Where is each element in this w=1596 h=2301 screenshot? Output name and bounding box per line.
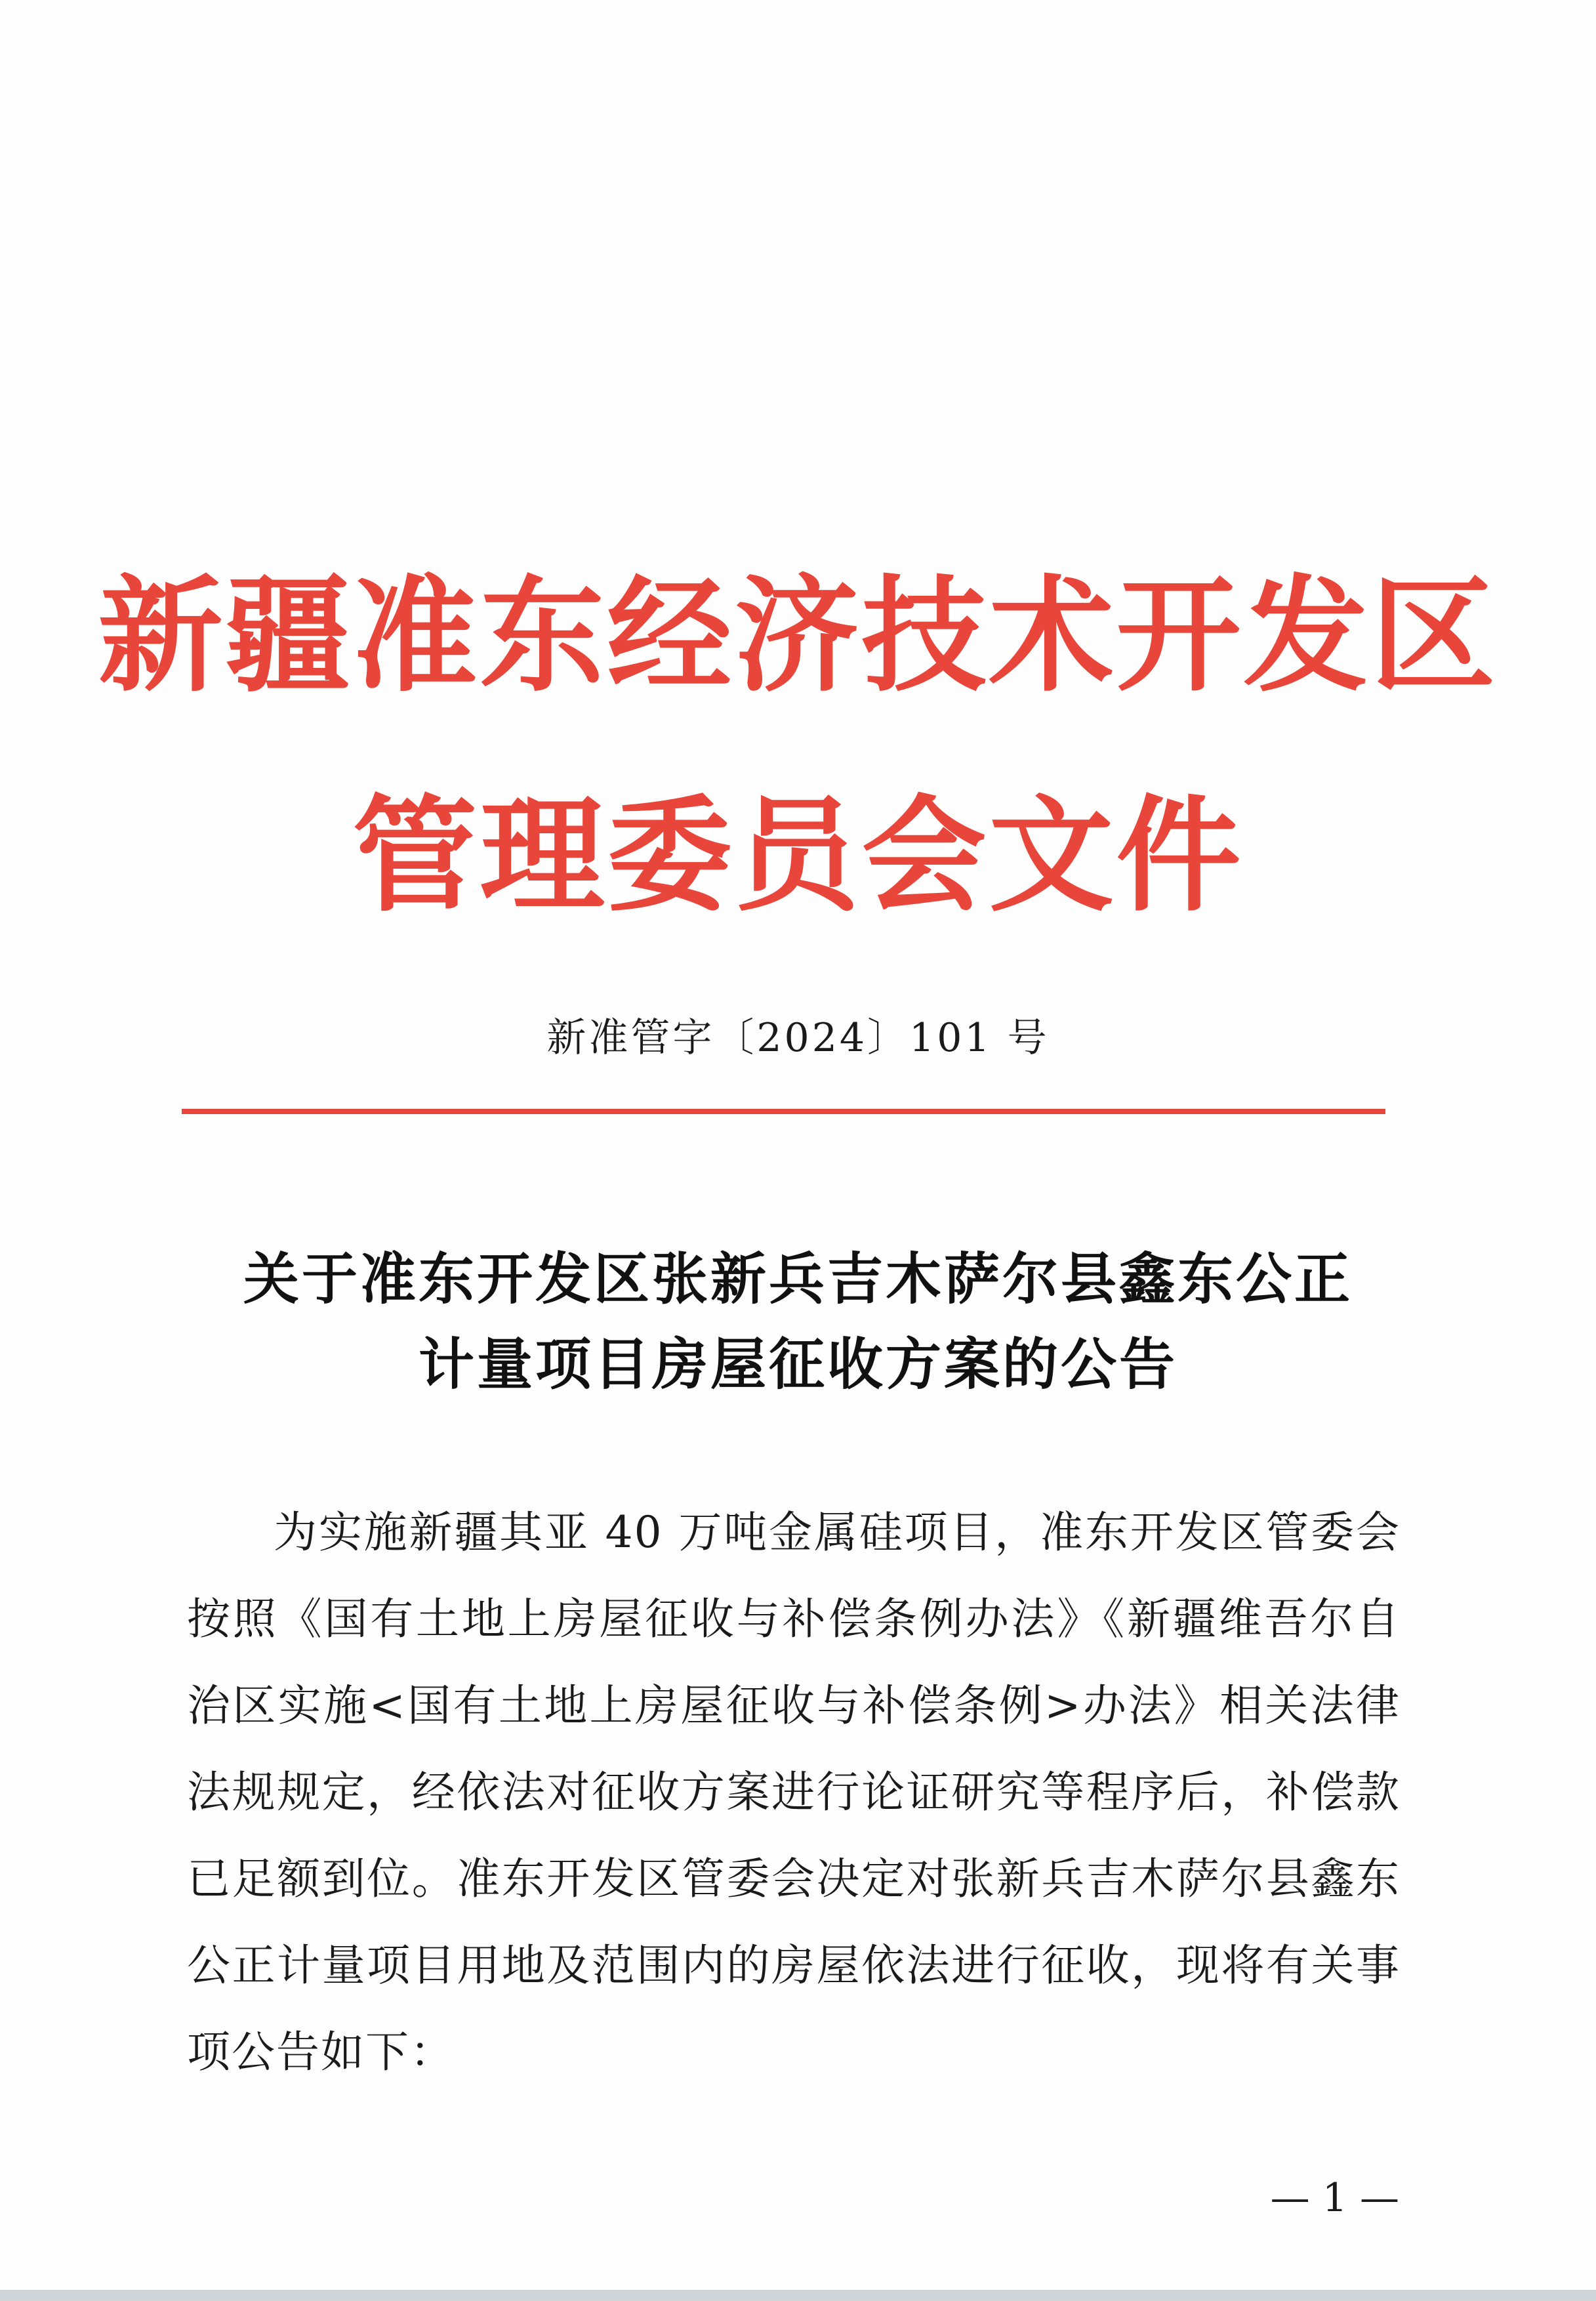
red-divider-line (182, 1109, 1385, 1114)
red-header-line-1: 新疆准东经济技术开发区 (98, 564, 1498, 709)
document-number: 新准管字〔2024〕101 号 (546, 1015, 1050, 1061)
page-number: — 1 — (1270, 2175, 1399, 2221)
body-paragraph: 为实施新疆其亚 40 万吨金属硅项目，准东开发区管委会按照《国有土地上房屋征收与补偿条例办法》《新疆维吾尔自治区实施<国有土地上房屋征收与补偿条例>办法》相关法律法规规定，经依法对征收方案进行论证研究等程序后，补偿款已足额到位。准东开发区管委会决定对张新兵吉木萨尔县鑫东公正计量项目用地及范围内的房屋依法进行征收，现将有关事项公告如下： (187, 1507, 1401, 2077)
red-header-line-2: 管理委员会文件 (352, 783, 1244, 928)
title-line-1: 关于准东开发区张新兵吉木萨尔县鑫东公正 (243, 1247, 1353, 1312)
scan-bottom-edge (0, 2290, 1596, 2301)
title-line-2: 计量项目房屋征收方案的公告 (418, 1332, 1177, 1398)
